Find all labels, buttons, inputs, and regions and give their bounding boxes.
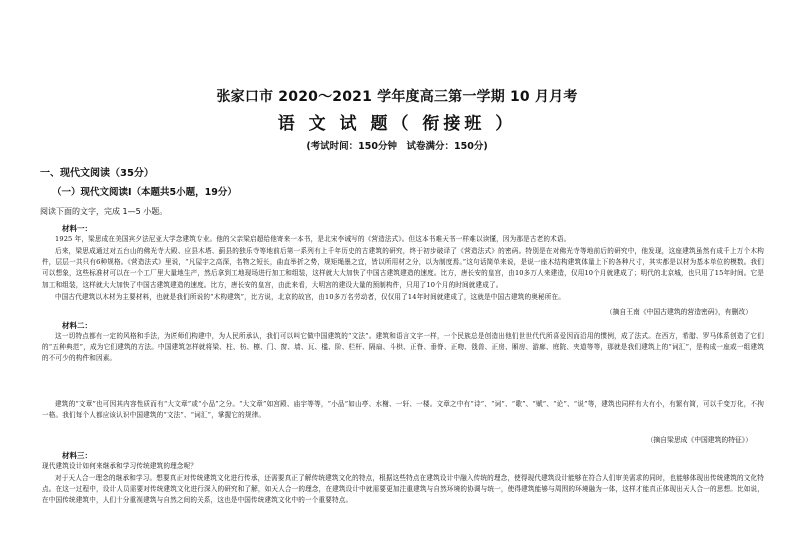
material-1-paragraph-1: 1925 年，梁思成在美国宾夕法尼亚大学念建筑专业。他的父亲梁启超给他寄来一本书，是北宋李诫写的《营造法式》。但这本书难天书一样难以读懂，因为那是古老的术语。 bbox=[55, 235, 571, 243]
exam-title: 语 文 试 题（ 衔接班 ） bbox=[277, 114, 517, 134]
sub-section-heading: （一）现代文阅读Ⅰ（本题共5小题，19分） bbox=[52, 187, 237, 198]
material-3-question: 现代建筑设计如何来继承和学习传统建筑的理念呢？ bbox=[42, 462, 198, 470]
reading-instruction: 阅读下面的文字，完成 1—5 小题。 bbox=[40, 207, 168, 216]
material-1-paragraph-4: 中国古代建筑以木材为主要材料，也就是我们所说的“木构建筑”，比方说，北京的故宫，由10多万名劳动者，仅仅用了14年时间就建成了，这就是中国古建筑的奥秘所在。 bbox=[55, 293, 565, 301]
material-3-label: 材料三： bbox=[62, 451, 92, 460]
material-2-paragraph-1: 这一切特点都有一定的风格和手法，为匠师们构建中，为人民所承认，我们可以叫它做中国建筑的“文法”。建筑和语言文字一样，一个民族总是创造出他们世世代代所喜爱因而沿用的惯例，成了法式。在西方，希腊、罗马体系创造了它们的“五种典范”，成为它们建筑的方法。中国建筑怎样就将梁、柱、枋、檩、门、窗、墙、瓦、槛、阶、栏杆、隔扇、斗栱、正脊、垂脊、正吻、戗兽、正房、厢房、游廊、庭院、夹道等等，那就是我们建筑上的“词汇”，是构成一座或一组建筑的不可少的构件和因素。 bbox=[42, 332, 764, 363]
material-1-source: （摘自王南《中国古建筑的营造密码》，有删改） bbox=[605, 308, 752, 316]
exam-header-title: 张家口市 2020～2021 学年度高三第一学期 10 月月考 bbox=[216, 89, 578, 105]
material-2-source: （摘自梁思成《中国建筑的特征》） bbox=[646, 436, 752, 444]
exam-time-and-score: (考试时间：150分钟 试卷满分：150分) bbox=[306, 141, 488, 152]
material-2-paragraph-2: 建筑的“文章”也可因其内容性质而有“大文章”或“小品”之分。“大文章”如宫殿、庙宇等等，“小品”如山亭、水榭、一轩、一楼。文章之中有“诗”、“词”、“歌”、“赋”、“论”、“说”等，建筑也同样有大有小，有繁有简，可以千变万化，不拘一格。我们每个人都应该认识中国建筑的“文法”、“词汇”，掌握它的规律。 bbox=[42, 400, 764, 420]
material-3-paragraph-1: 对于天人合一理念的继承和学习。想要真正对传统建筑文化进行传承，还需要真正了解传统建筑文化的特点，根据这些特点在建筑设计中融入传统的理念，使得现代建筑设计能够在符合人们审美需求的同时，也能够体现出传统建筑的文化特点。在这一过程中，设计人员需要对传统建筑文化进行深入的研究和了解，如天人合一的理念，在建筑设计中就需要更加注重建筑与自然环境的协调与统一，使得建筑能够与周围的环境融为一体，这样才能真正体现出天人合一的思想。比如说，在中国传统建筑中，人们十分重视建筑与自然之间的关系，这也是中国传统建筑文化中的一个重要特点。 bbox=[42, 474, 764, 505]
material-1-paragraph-3: 加工和组装，这样就大大加快了中国古建筑建造的速度。比方，唐长安的皇宫，由此来看，大明宫的建设大量的预制构件，只用了10个月的时间就建成了。 bbox=[42, 281, 503, 289]
material-1-label: 材料一： bbox=[62, 224, 92, 233]
material-2-label: 材料二： bbox=[62, 321, 92, 330]
material-1-paragraph-2: 后来，梁思成通过对五台山的佛光寺大殿、应县木塔、蓟县的独乐寺等地前后第一系列有上千年历史的古建筑的研究，终于初步破译了《营造法式》的密码。特别是在对佛光寺等地前后的研究中，他发现，这座建筑虽然有成千上万个木构件，层层一共只有6种规格。《营造法式》里说，“凡屋宇之高深，名物之短长，曲直举折之势，规矩绳墨之宜，皆以所用材之分，以为制度焉。”这句话简单来说，是说一座木结构建筑体量上下的各种尺寸，其实都是以材为基本单位的模数。我们可以想象，这些标准材可以在一个工厂里大量地生产，然后拿到工地现场进行加工和组装，这样就大大加快了中国古建筑建造的速度。比方，唐长安的皇宫，由10多万人来建造，仅用10个月就建成了；明代的北京城，也只用了15年时间。它是 bbox=[42, 247, 764, 278]
section-heading: 一、现代文阅读（35分） bbox=[40, 168, 154, 179]
